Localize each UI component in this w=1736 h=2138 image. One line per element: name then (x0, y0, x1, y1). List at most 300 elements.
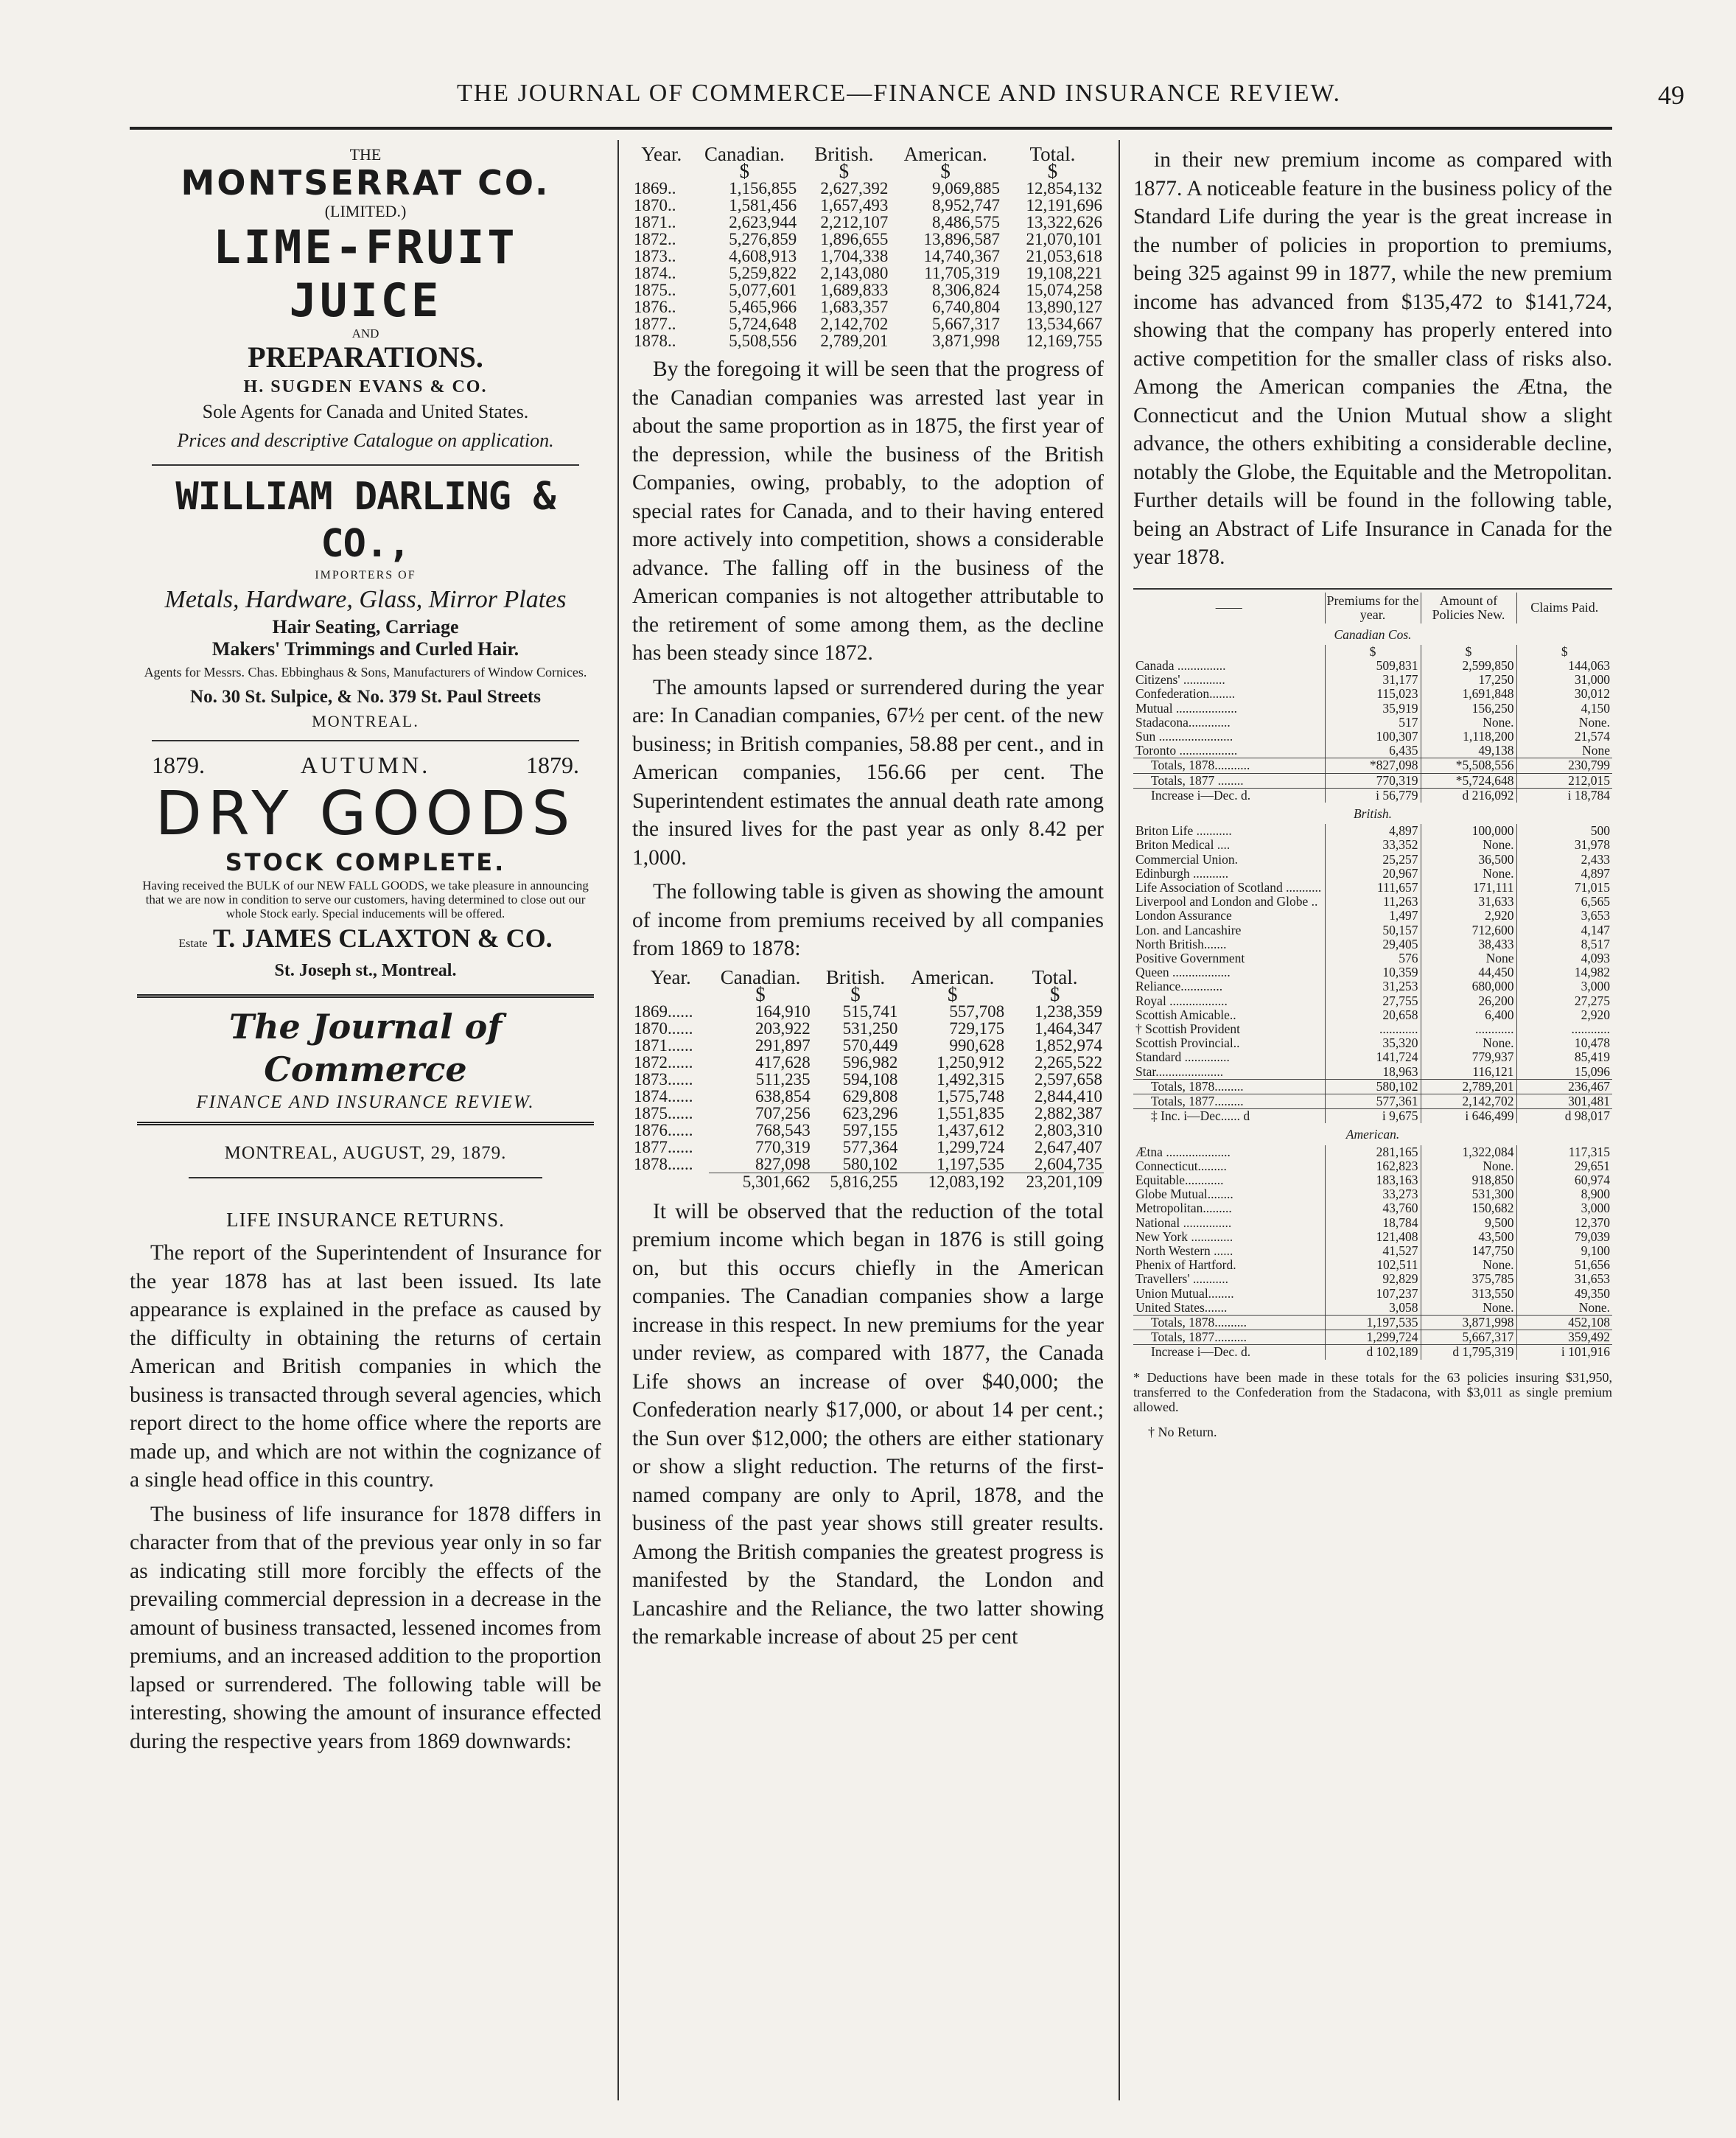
table-row (1133, 1145, 1612, 1159)
table-cell: 92,829 (1325, 1272, 1421, 1286)
table-cell: 31,177 (1325, 673, 1421, 687)
table-cell: 2,599,850 (1421, 659, 1516, 673)
totals-label: Totals, 1878........... (1133, 758, 1325, 773)
table-cell: 85,419 (1516, 1050, 1612, 1064)
table-cell: 25,257 (1325, 853, 1421, 867)
table-cell: 31,653 (1516, 1272, 1612, 1286)
montserrat-catalogue: Prices and descriptive Catalogue on application. (177, 430, 554, 451)
totals-row (1133, 1094, 1612, 1109)
table-cell: 1874.. (634, 264, 676, 282)
column-header: Claims Paid. (1516, 593, 1612, 623)
table-cell: 3,000 (1516, 1201, 1612, 1215)
table-cell: 29,651 (1516, 1159, 1612, 1173)
table-row (1133, 1258, 1612, 1272)
column-header: —— (1215, 600, 1242, 615)
table-cell: 1869...... (634, 1002, 693, 1021)
table-cell: 2,623,944 (729, 213, 797, 231)
article-body-col3 (1133, 146, 1612, 572)
totals-row (1133, 788, 1612, 803)
total-cell: 580,102 (1325, 1079, 1421, 1094)
table-cell: 1,197,535 (937, 1154, 1005, 1173)
total-cell: i 9,675 (1325, 1109, 1421, 1124)
table-cell: 14,740,367 (923, 247, 1000, 265)
table-cell: None. (1421, 867, 1516, 881)
table-row (1133, 1159, 1612, 1173)
table-cell: 19,108,221 (1026, 264, 1102, 282)
column-header: Total. (1032, 965, 1078, 988)
column-header: Year. (641, 143, 682, 165)
total-cell: 230,799 (1516, 758, 1612, 773)
table-cell: 4,147 (1516, 923, 1612, 937)
table-row (632, 1037, 1104, 1054)
table-cell: 1878.. (634, 332, 676, 350)
darling-importers: IMPORTERS OF (315, 569, 416, 581)
total-cell: *5,508,556 (1421, 758, 1516, 773)
table-cell: 2,142,702 (820, 315, 889, 333)
company-name: Mutual ................... (1135, 701, 1238, 716)
table-cell: None. (1421, 1159, 1516, 1173)
total-cell: 5,667,317 (1421, 1330, 1516, 1345)
footnote-1: * Deductions have been made in these totals for the 63 policies insuring $31,950, transferred to the Confederation from the Stadacona, with $3,011 as single premium allowed. (1133, 1369, 1612, 1414)
company-name: Briton Medical .... (1135, 838, 1231, 853)
claxton-firm-line (130, 922, 601, 960)
column-2 (632, 143, 1104, 1657)
table-cell: 1,238,359 (1035, 1002, 1102, 1021)
table-cell: 36,500 (1421, 853, 1516, 867)
table-cell: 1878...... (634, 1154, 693, 1173)
totals-row (1133, 1079, 1612, 1094)
company-name: Confederation........ (1135, 687, 1236, 702)
table-cell: 2,844,410 (1035, 1086, 1102, 1105)
article-paragraph: in their new premium income as compared with 1877. A noticeable feature in the business policy of the Standard Life during the year is the great increase in the number of policies in proportion to premiums, being 325 against 99 in 1877, while the new premium income has advanced from $135,472 to $141,724, showing that the company has properly entered into active competition for the smaller class of risks also. Among the American companies the Ætna, the Connecticut and the Union Mutual show a slight advance, the others exhibiting a considerable decline, notably the Globe, the Equitable and the Metropolitan. Further details will be found in the following table, being an Abstract of Life Insurance in Canada for the year 1878. (1133, 148, 1612, 569)
column-header: Premiums for the year. (1325, 593, 1421, 623)
table-row (632, 197, 1104, 214)
table-cell: 1,464,347 (1035, 1019, 1102, 1038)
table-cell: 12,169,755 (1026, 332, 1102, 350)
article-body-col2a (632, 355, 1104, 963)
article-paragraph: The report of the Superintendent of Insurance for the year 1878 has at last been issued. Its late appearance is explained in the preface as caused by the difficulty in obtaining the returns of certain American and British companies in which the business is transacted through several agencies, which report direct to the home office where the reports are made up, and which are not within the cognizance of a single head office in this country. (130, 1241, 601, 1492)
table-cell: 18,784 (1325, 1216, 1421, 1230)
total-cell: 236,467 (1516, 1079, 1612, 1094)
table-cell: 1869.. (634, 179, 676, 198)
company-name: Phenix of Hartford. (1135, 1258, 1236, 1273)
total-cell: 577,361 (1325, 1094, 1421, 1109)
claxton-sub: STOCK COMPLETE. (225, 848, 506, 876)
table-cell: 9,500 (1421, 1216, 1516, 1230)
column-header: Canadian. (704, 143, 785, 165)
insurance-effected-table (632, 143, 1104, 350)
table-row (1133, 965, 1612, 979)
table-cell: 26,200 (1421, 994, 1516, 1008)
table-row (632, 1020, 1104, 1037)
table-cell: 1870.. (634, 196, 676, 214)
table-cell: 12,191,696 (1026, 196, 1102, 214)
table-cell: 8,517 (1516, 937, 1612, 951)
table-cell: 770,319 (755, 1137, 811, 1156)
total-cell: d 216,092 (1421, 788, 1516, 803)
table-row (1133, 1065, 1612, 1080)
table-cell: 2,143,080 (820, 264, 889, 282)
section-title-row (1133, 623, 1612, 645)
claxton-headline: DRY GOODS (155, 779, 576, 849)
table-cell: 1,118,200 (1421, 730, 1516, 744)
company-name: North Western ...... (1135, 1244, 1233, 1259)
totals-label: Totals, 1877......... (1133, 1094, 1325, 1109)
table-cell: 1877.. (634, 315, 676, 333)
table-cell: 2,627,392 (820, 179, 889, 198)
darling-line2: Makers' Trimmings and Curled Hair. (211, 638, 519, 660)
table-cell: 5,465,966 (729, 298, 797, 316)
table-cell: 4,150 (1516, 702, 1612, 716)
total-cell: 3,871,998 (1421, 1316, 1516, 1330)
table-cell: 3,058 (1325, 1301, 1421, 1316)
company-name: Scottish Provincial.. (1135, 1036, 1240, 1051)
table-cell: 8,900 (1516, 1187, 1612, 1201)
table-cell: 1870...... (634, 1019, 693, 1038)
header-rule (130, 127, 1612, 130)
company-name: Liverpool and London and Globe .. (1135, 895, 1318, 909)
table-cell: 162,823 (1325, 1159, 1421, 1173)
page-number: 49 (1658, 80, 1684, 110)
table-cell: 1873...... (634, 1069, 693, 1089)
table-cell: 102,511 (1325, 1258, 1421, 1272)
claxton-ad (130, 749, 601, 981)
table-row (632, 1122, 1104, 1139)
dateline-rule (189, 1177, 542, 1178)
company-name: Globe Mutual........ (1135, 1187, 1233, 1202)
totals-row (1133, 1345, 1612, 1360)
company-name: Lon. and Lancashire (1135, 923, 1242, 937)
montserrat-ad (130, 146, 601, 457)
article-paragraph: The business of life insurance for 1878 differs in character from that of the previous year only in so far as indicating still more forcibly the effects of the prevailing commercial depression in a decrease in the amount of business transacted, lessened incomes from premiums, and an increased addition to the proportion lapsed or surrendered. The following table will be interesting, showing the amount of insurance effected during the respective years from 1869 downwards: (130, 1502, 601, 1753)
table-row (632, 1105, 1104, 1122)
table-cell: 15,096 (1516, 1065, 1612, 1080)
claxton-season: AUTUMN. (300, 752, 431, 778)
table-cell: 281,165 (1325, 1145, 1421, 1159)
table-cell: 38,433 (1421, 937, 1516, 951)
table-row (1133, 937, 1612, 951)
total-cell: 359,492 (1516, 1330, 1612, 1345)
company-name: Citizens' ............. (1135, 673, 1225, 688)
claxton-year-left: 1879. (152, 752, 205, 778)
company-name: North British....... (1135, 937, 1227, 951)
table-cell: 1,704,338 (820, 247, 889, 265)
table-cell: 31,000 (1516, 673, 1612, 687)
unit-label: $ (1421, 645, 1516, 659)
section-title: British. (1353, 806, 1393, 821)
total-cell (632, 1173, 709, 1190)
table-cell: 1,250,912 (937, 1052, 1005, 1072)
totals-row (1133, 758, 1612, 773)
table-cell: 712,600 (1421, 923, 1516, 937)
table-cell: 918,850 (1421, 1173, 1516, 1187)
company-name: Equitable............ (1135, 1173, 1224, 1188)
table-cell: 156,250 (1421, 702, 1516, 716)
table-row (1133, 1244, 1612, 1258)
table-row (1133, 744, 1612, 758)
table-row (632, 332, 1104, 349)
table-cell: 5,724,648 (729, 315, 797, 333)
company-name: New York ............. (1135, 1229, 1233, 1244)
unit-label (632, 986, 709, 1003)
table-cell: 9,100 (1516, 1244, 1612, 1258)
total-cell: d 102,189 (1325, 1345, 1421, 1360)
table-cell: 1872...... (634, 1052, 693, 1072)
company-name: Star..................... (1135, 1064, 1224, 1079)
total-cell: 770,319 (1325, 773, 1421, 788)
unit-label: $ (1325, 645, 1421, 659)
claxton-estate: Estate (178, 937, 208, 950)
total-cell: i 56,779 (1325, 788, 1421, 803)
running-title: THE JOURNAL OF COMMERCE—FINANCE AND INSURANCE REVIEW. (456, 80, 1342, 107)
unit-label: $ (839, 160, 850, 182)
table-cell: ............ (1325, 1022, 1421, 1036)
column-header: American. (911, 965, 995, 988)
table-cell: 517 (1325, 716, 1421, 730)
total-cell: 2,142,702 (1421, 1094, 1516, 1109)
table-cell: 21,574 (1516, 730, 1612, 744)
table-cell: 116,121 (1421, 1065, 1516, 1080)
total-cell: 1,299,724 (1325, 1330, 1421, 1345)
table-cell: 680,000 (1421, 979, 1516, 993)
company-name: Sun ....................... (1135, 729, 1233, 744)
abstract-life-insurance-table (1133, 593, 1612, 1360)
table-cell: 141,724 (1325, 1050, 1421, 1064)
table-row (1133, 824, 1612, 838)
table-cell: None. (1421, 716, 1516, 730)
table-cell: 100,000 (1421, 824, 1516, 838)
section-title: American. (1345, 1127, 1400, 1142)
table-cell: 594,108 (842, 1069, 898, 1089)
claxton-season-line (130, 749, 601, 781)
table-row (1133, 923, 1612, 937)
table-row (632, 248, 1104, 265)
table-cell: 31,633 (1421, 895, 1516, 909)
table-cell: 144,063 (1516, 659, 1612, 673)
article-paragraph: By the foregoing it will be seen that the progress of the Canadian companies was arrested last year in about the same proportion as in 1875, the first year of the depression, while the business of the British Companies, owing, probably, to the adoption of special rates for Canada, and to their having entered more actively into competition, shows a considerable advance. The falling off in the business of the American companies is not altogether attributable to the retirement of some among them, as the decline has been steady since 1872. (632, 357, 1104, 665)
article-paragraph: The following table is given as showing the amount of income from premiums received by all companies from 1869 to 1878: (632, 880, 1104, 960)
table-cell: 1874...... (634, 1086, 693, 1105)
totals-label: Increase i—Dec. d. (1133, 788, 1325, 803)
table-cell: 2,647,407 (1035, 1137, 1102, 1156)
table-cell: 638,854 (755, 1086, 811, 1105)
table-cell: 2,265,522 (1035, 1052, 1102, 1072)
article-heading: LIFE INSURANCE RETURNS. (226, 1209, 505, 1231)
table-cell: 20,967 (1325, 867, 1421, 881)
unit-label: $ (755, 982, 766, 1005)
table-cell: 60,974 (1516, 1173, 1612, 1187)
table-cell: 1,683,357 (820, 298, 889, 316)
table-cell: 10,478 (1516, 1036, 1612, 1050)
column-header: Total. (1029, 143, 1076, 165)
table-cell: 111,657 (1325, 881, 1421, 895)
table-row (632, 1054, 1104, 1071)
table-row (632, 1003, 1104, 1020)
table-cell: 509,831 (1325, 659, 1421, 673)
company-name: United States....... (1135, 1300, 1228, 1315)
table-units-row (632, 986, 1104, 1003)
table-cell: 44,450 (1421, 965, 1516, 979)
table-cell: 515,741 (842, 1002, 898, 1021)
table-row (1133, 951, 1612, 965)
table-cell: 6,400 (1421, 1008, 1516, 1022)
table-cell: 107,237 (1325, 1287, 1421, 1301)
table-cell: 1,322,084 (1421, 1145, 1516, 1159)
premium-table-body (632, 1003, 1104, 1173)
article-paragraph: The amounts lapsed or surrendered during the year are: In Canadian companies, 67½ per cent. of the new business; in British companies, 58.88 per cent., and in American companies, 156.66 per cent. The Superintendent estimates the annual death rate among the insured lives for the past year as only 8.42 per 1,000. (632, 675, 1104, 870)
table-row (632, 1071, 1104, 1088)
table-cell: 13,890,127 (1026, 298, 1102, 316)
table-cell: 768,543 (755, 1120, 811, 1139)
table-cell: 1871...... (634, 1035, 693, 1055)
column-1 (130, 146, 601, 1761)
unit-label: $ (1516, 645, 1612, 659)
table-cell: 27,275 (1516, 994, 1612, 1008)
table-cell: 1876...... (634, 1120, 693, 1139)
table-cell: 596,982 (842, 1052, 898, 1072)
table-cell: 33,352 (1325, 838, 1421, 852)
table-row (632, 265, 1104, 282)
table-cell: 5,508,556 (729, 332, 797, 350)
footnote-2: † No Return. (1148, 1424, 1217, 1439)
total-cell: 2,789,201 (1421, 1079, 1516, 1094)
table-row (1133, 1230, 1612, 1244)
table-cell: 3,653 (1516, 909, 1612, 923)
table-row (632, 214, 1104, 231)
table-cell: 5,077,601 (729, 281, 797, 299)
table-cell: 511,235 (755, 1069, 811, 1089)
table-cell: 577,364 (842, 1137, 898, 1156)
company-name: Queen .................. (1135, 965, 1231, 980)
table-row (1133, 687, 1612, 701)
unit-label: $ (1047, 160, 1058, 182)
table-cell: 1,896,655 (820, 230, 889, 248)
table-cell: 629,808 (842, 1086, 898, 1105)
claxton-year-right: 1879. (526, 752, 579, 778)
claxton-firm: T. JAMES CLAXTON & CO. (212, 923, 553, 953)
table-cell: None. (1516, 716, 1612, 730)
table-cell: 8,952,747 (931, 196, 1000, 214)
table-cell: 5,667,317 (931, 315, 1000, 333)
premium-income-table (632, 965, 1104, 1191)
table-cell: 1,437,612 (937, 1120, 1005, 1139)
table-cell: 313,550 (1421, 1287, 1516, 1301)
table-row (1133, 1301, 1612, 1316)
table-header-row (632, 146, 1104, 163)
darling-name: WILLIAM DARLING & CO., (175, 475, 556, 566)
table-cell: 729,175 (949, 1019, 1005, 1038)
masthead-title: The Journal of Commerce (228, 1007, 503, 1089)
table-row (1133, 1272, 1612, 1286)
table-cell: 11,263 (1325, 895, 1421, 909)
table-cell: 49,138 (1421, 744, 1516, 758)
company-name: Ætna .................... (1135, 1145, 1231, 1159)
total-cell: 301,481 (1516, 1094, 1612, 1109)
totals-label: Totals, 1877.......... (1133, 1330, 1325, 1345)
company-name: Scottish Amicable.. (1135, 1007, 1236, 1022)
totals-label: Totals, 1878......... (1133, 1079, 1325, 1094)
table-row (1133, 716, 1612, 730)
total-cell: 5,816,255 (812, 1173, 900, 1190)
table-row (1133, 1173, 1612, 1187)
table-cell: 6,435 (1325, 744, 1421, 758)
montserrat-agent-line: Sole Agents for Canada and United States. (202, 401, 529, 422)
company-name: Stadacona............. (1135, 715, 1231, 730)
table-cell: 6,565 (1516, 895, 1612, 909)
table-row (1133, 1022, 1612, 1036)
section-title-row (1133, 1123, 1612, 1145)
table-row (1133, 659, 1612, 673)
total-cell: *5,724,648 (1421, 773, 1516, 788)
section-title-row (1133, 803, 1612, 824)
table-cell: 1,156,855 (729, 179, 797, 198)
company-name: Briton Life ........... (1135, 824, 1232, 839)
table-cell: 990,628 (949, 1035, 1005, 1055)
table-cell: 531,250 (842, 1019, 898, 1038)
table-row (1133, 1216, 1612, 1230)
table-cell: 531,300 (1421, 1187, 1516, 1201)
company-name: Positive Government (1135, 951, 1245, 965)
column-header: American. (903, 143, 987, 165)
totals-row (1133, 1109, 1612, 1124)
table-cell: 1,497 (1325, 909, 1421, 923)
table-cell: 183,163 (1325, 1173, 1421, 1187)
table-cell: 31,978 (1516, 838, 1612, 852)
table-cell: 2,920 (1516, 1008, 1612, 1022)
table-cell: 375,785 (1421, 1272, 1516, 1286)
table-row (1133, 1050, 1612, 1064)
company-name: National ............... (1135, 1215, 1232, 1230)
table-cell: 2,789,201 (820, 332, 889, 350)
table-header-row (632, 969, 1104, 986)
total-cell: 12,083,192 (899, 1173, 1006, 1190)
table-row (1133, 702, 1612, 716)
column-divider-2 (1119, 140, 1120, 2100)
company-name: Metropolitan......... (1135, 1201, 1232, 1216)
darling-city: MONTREAL. (312, 712, 419, 730)
table-row (632, 231, 1104, 248)
table-cell: 147,750 (1421, 1244, 1516, 1258)
table-cell: None (1516, 744, 1612, 758)
table-row (1133, 994, 1612, 1008)
company-name: Standard .............. (1135, 1050, 1230, 1065)
table-cell: 1,581,456 (729, 196, 797, 214)
total-cell: 1,197,535 (1325, 1316, 1421, 1330)
table-cell: 2,604,735 (1035, 1154, 1102, 1173)
units-row (1133, 645, 1612, 659)
table-cell: 4,608,913 (729, 247, 797, 265)
montserrat-agent: H. SUGDEN EVANS & CO. (243, 377, 488, 396)
table-row (1133, 895, 1612, 909)
totals-row (1133, 1330, 1612, 1345)
montserrat-and: AND (351, 326, 379, 340)
table-cell: 117,315 (1516, 1145, 1612, 1159)
lime-fruit-juice: LIME-FRUIT JUICE (213, 220, 518, 327)
table-cell: 71,015 (1516, 881, 1612, 895)
table-row (1133, 979, 1612, 993)
table-cell: 1,689,833 (820, 281, 889, 299)
table-cell: 580,102 (842, 1154, 898, 1173)
table-top-rule (1133, 588, 1612, 590)
table-row (632, 1156, 1104, 1173)
total-cell: 23,201,109 (1006, 1173, 1104, 1190)
column-header: Year. (650, 965, 691, 988)
company-name: Connecticut......... (1135, 1159, 1227, 1173)
column-header: British. (825, 965, 886, 988)
claxton-address: St. Joseph st., Montreal. (274, 961, 457, 980)
total-cell: 452,108 (1516, 1316, 1612, 1330)
company-name: Travellers' ........... (1135, 1272, 1228, 1287)
